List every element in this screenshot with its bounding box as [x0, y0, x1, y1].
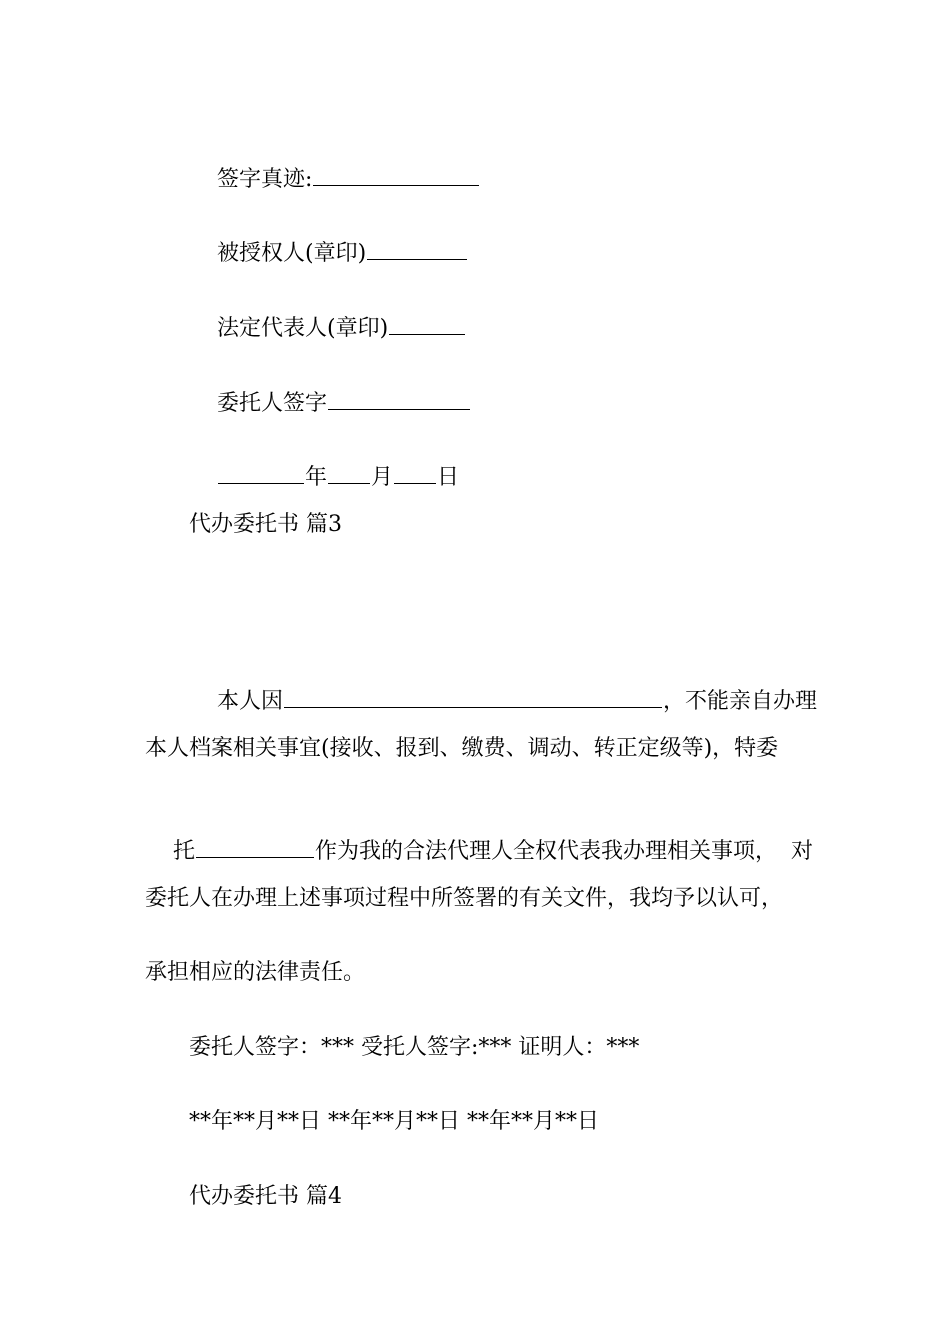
para-l1-start: 本人因: [216, 689, 283, 714]
principal-sign-blank: [328, 408, 470, 410]
principal-sign-label: 委托人签字: [216, 391, 327, 416]
day-blank: [394, 482, 436, 484]
para-l3-start: 托: [172, 839, 195, 864]
month-label: 月: [371, 465, 394, 490]
reason-blank: [284, 706, 662, 708]
paragraph-line-3: [145, 810, 813, 894]
year-blank: [218, 482, 304, 484]
para-l1-end: ，不能亲自办理: [663, 689, 818, 714]
paragraph-line-1: [189, 660, 817, 744]
year-label: 年: [304, 465, 327, 490]
signature-line: [189, 138, 480, 222]
grantee-label: 被授权人(章印): [216, 241, 367, 266]
paragraph-line-4: 委托人在办理上述事项过程中所签署的有关文件，我均予以认可，: [145, 886, 784, 911]
principal-sign-line: [189, 362, 471, 446]
signature-label: 签字真迹:: [216, 167, 313, 192]
heading-4: 代办委托书 篇4: [189, 1184, 342, 1209]
grantee-blank: [367, 258, 467, 260]
grantee-line: [189, 212, 468, 296]
legal-rep-label: 法定代表人(章印): [216, 316, 389, 341]
month-blank: [328, 482, 370, 484]
signers-dates-line: **年**月**日 **年**月**日 **年**月**日: [189, 1109, 599, 1134]
signature-blank: [313, 184, 479, 186]
signers-line: 委托人签字：*** 受托人签字:*** 证明人：***: [189, 1035, 640, 1060]
paragraph-line-2: 本人档案相关事宜(接收、报到、缴费、调动、转正定级等)，特委: [145, 736, 779, 761]
date-line: [189, 436, 459, 520]
legal-rep-line: [189, 287, 466, 371]
day-label: 日: [437, 465, 460, 490]
paragraph-line-5: 承担相应的法律责任。: [145, 960, 366, 985]
legal-rep-blank: [389, 333, 465, 335]
para-l3-end: 作为我的合法代理人全权代表我办理相关事项， 对: [315, 839, 813, 864]
agent-blank: [196, 856, 314, 858]
heading-3: 代办委托书 篇3: [189, 512, 342, 537]
